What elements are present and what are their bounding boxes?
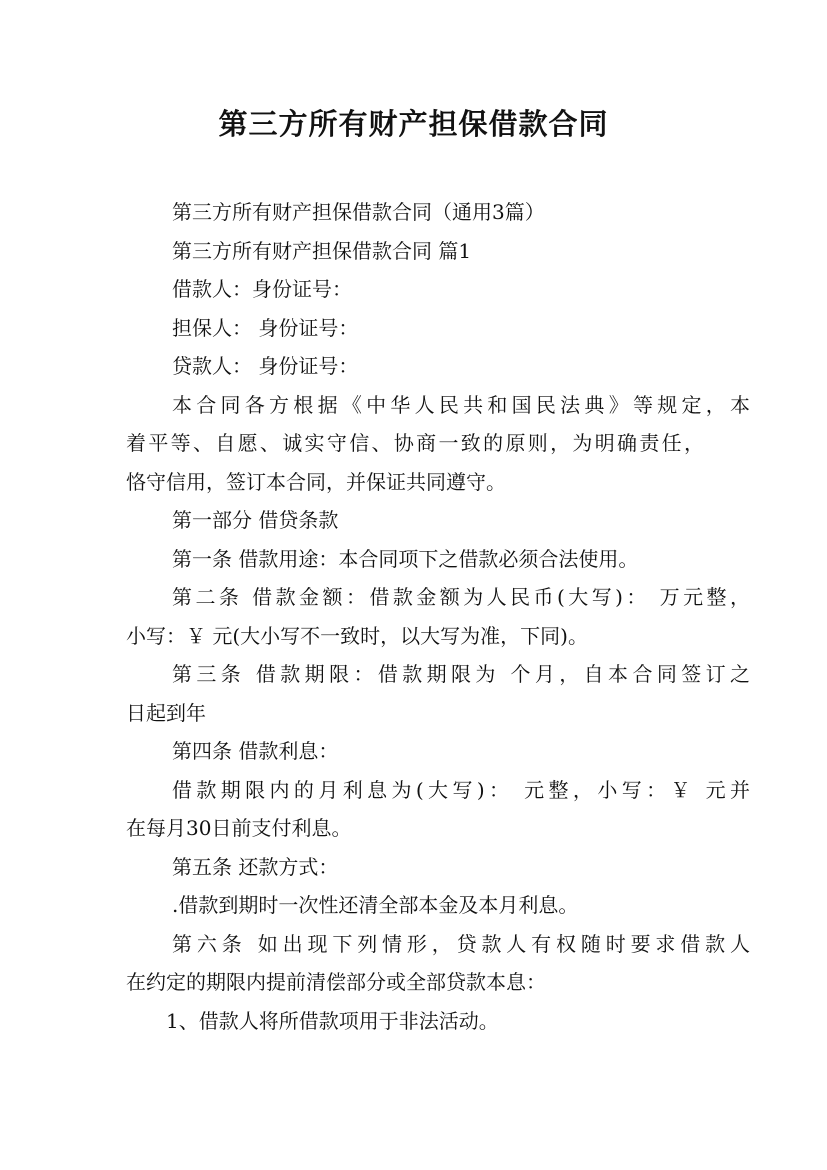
preamble-line-2: 着平等、自愿、诚实守信、协商一致的原则，为明确责任，: [126, 431, 704, 455]
section-heading: 第一部分 借贷条款: [172, 508, 339, 532]
article-4-line-1: 借款期限内的月利息为(大写)： 元整，小写：￥ 元并: [172, 777, 750, 802]
guarantor-line: 担保人： 身份证号：: [172, 315, 359, 340]
document-title: 第三方所有财产担保借款合同: [218, 107, 609, 141]
article-6-line-1: 第六条 如出现下列情形，贷款人有权随时要求借款人: [172, 931, 750, 956]
article-3-line-2: 日起到年: [126, 700, 206, 725]
lender-line: 贷款人： 身份证号：: [172, 354, 359, 378]
article-1: 第一条 借款用途：本合同项下之借款必须合法使用。: [172, 546, 639, 571]
article-6-line-2: 在约定的期限内提前清偿部分或全部贷款本息：: [126, 970, 546, 994]
article-5-heading: 第五条 还款方式：: [172, 854, 339, 879]
preamble-line-3: 恪守信用，签订本合同，并保证共同遵守。: [126, 469, 506, 494]
article-4-heading: 第四条 借款利息：: [172, 739, 339, 763]
article-5-line-1: .借款到期时一次性还清全部本金及本月利息。: [172, 893, 579, 917]
article-2-line-1: 第二条 借款金额：借款金额为人民币(大写)： 万元整，: [172, 585, 750, 609]
contract-part-heading: 第三方所有财产担保借款合同 篇1: [172, 238, 472, 263]
article-3-line-1: 第三条 借款期限：借款期限为 个月，自本合同签订之: [172, 662, 750, 686]
contract-subtitle: 第三方所有财产担保借款合同（通用3篇）: [172, 200, 545, 224]
preamble-line-1: 本合同各方根据《中华人民共和国民法典》等规定，本: [172, 392, 750, 417]
article-4-line-2: 在每月30日前支付利息。: [126, 816, 352, 840]
article-2-line-2: 小写：￥ 元(大小写不一致时，以大写为准，下同)。: [126, 623, 588, 648]
document-body: [126, 193, 750, 1040]
article-6-item-1: 1、借款人将所借款项用于非法活动。: [166, 1008, 499, 1033]
borrower-line: 借款人：身份证号：: [172, 277, 352, 301]
